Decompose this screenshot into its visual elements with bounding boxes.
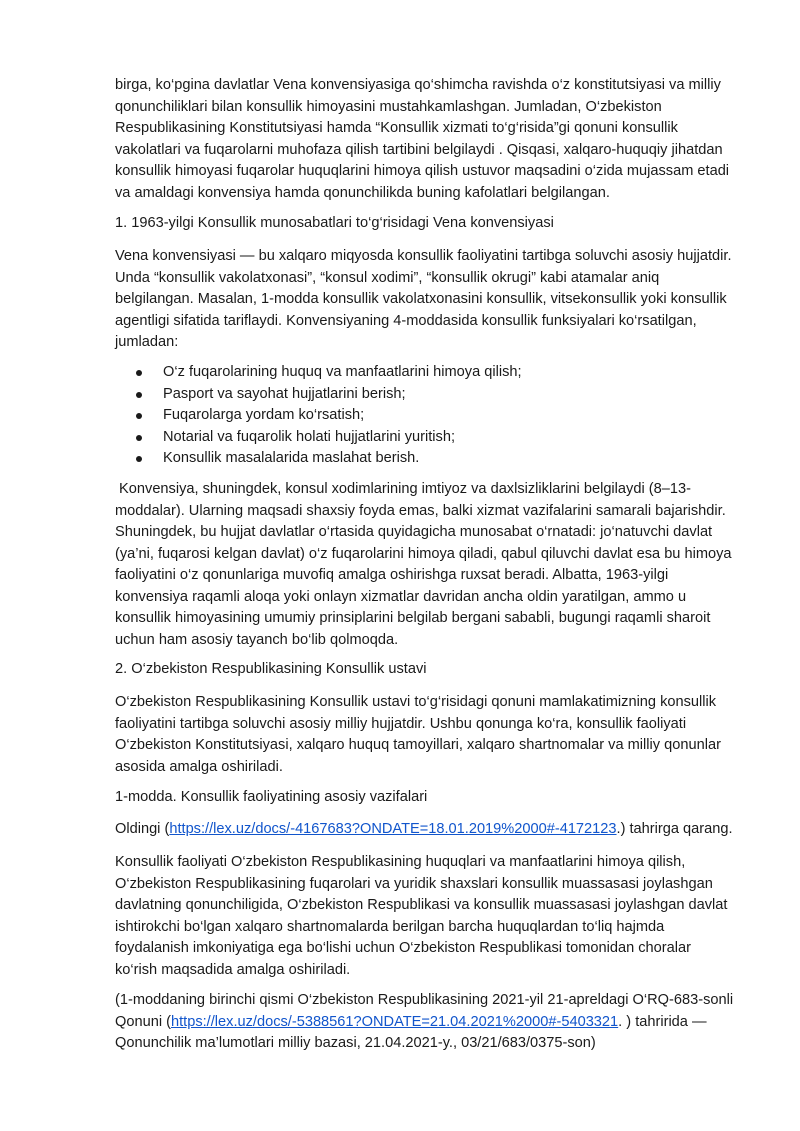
text-line: asosida amalga oshiriladi.	[115, 758, 283, 775]
text-line: Unda “konsullik vakolatxonasi”, “konsul xodimi”, “konsullik okrugi” kabi atamalar aniq	[115, 269, 660, 286]
text-line: konsullik himoyasi fuqarolar huquqlarini himoya qilish ustuvor maqsadini o‘zida mujassam etadi	[115, 163, 730, 179]
list-item	[115, 405, 745, 427]
section-heading-consular-statute	[115, 659, 745, 681]
list-item-text: O‘z fuqarolarining huquq va manfaatlarini himoya qilish;	[163, 364, 522, 380]
bullet-icon	[136, 456, 142, 462]
list-item	[115, 427, 745, 449]
text-line: konsullik himoyasining umumiy prinsiplarini belgilab bergani sababli, bugungi raqamli sharoit	[115, 610, 711, 626]
text-line	[115, 1012, 745, 1034]
text-line: agentligi sifatida tariflaydi. Konvensiyaning 4-moddasida konsullik funksiyalari ko‘rsatilgan,	[115, 312, 697, 329]
text-line: Shuningdek, bu hujjat davlatlar o‘rtasida quyidagicha munosabat o‘rnatadi: jo‘natuvchi davlat	[115, 524, 713, 540]
list-item	[115, 362, 745, 384]
text-fragment: .) tahrirga qarang.	[616, 821, 733, 837]
bullet-icon	[136, 370, 142, 376]
text-line: birga, ko‘pgina davlatlar Vena konvensiyasiga qo‘shimcha ravishda o‘z konstitutsiyasi va milliy	[115, 77, 721, 93]
heading-text: 1-modda. Konsullik faoliyatining asosiy vazifalari	[115, 789, 428, 805]
section-heading-vienna	[115, 213, 745, 235]
heading-text: 2. O‘zbekiston Respublikasining Konsullik ustavi	[115, 661, 427, 677]
bullet-icon	[136, 392, 142, 398]
text-line: (ya’ni, fuqarosi kelgan davlat) o‘z fuqarolarini himoya qiladi, qabul qiluvchi davlat esa bu himoya	[115, 545, 732, 562]
previous-edition-line	[115, 819, 745, 841]
text-fragment: Qonuni (	[115, 1013, 171, 1030]
text-line: Konsullik faoliyati O‘zbekiston Respublikasining huquqlari va manfaatlarini himoya qilish,	[115, 854, 686, 870]
amendment-note-paragraph	[115, 990, 745, 1055]
text-line: O‘zbekiston Respublikasining Konsullik ustavi to‘g‘risidagi qonuni mamlakatimizning konsullik	[115, 694, 717, 710]
privileges-paragraph	[115, 479, 745, 651]
list-item-text: Notarial va fuqarolik holati hujjatlarini yuritish;	[163, 428, 456, 445]
text-line: foydalanish imkoniyatiga ega bo‘lishi uchun O‘zbekiston Respublikasi tomonidan choralar	[115, 940, 691, 956]
text-line: Respublikasining Konstitutsiyasi hamda “Konsullik xizmati to‘g‘risida”gi qonuni konsullik	[115, 120, 678, 136]
text-line: ishtirokchi bo‘lgan xalqaro shartnomalarda berilgan barcha huquqlardan to‘liq hajmda	[115, 918, 665, 935]
list-item-text: Fuqarolarga yordam ko‘rsatish;	[163, 407, 365, 423]
article-heading	[115, 787, 745, 809]
list-item-text: Pasport va sayohat hujjatlarini berish;	[163, 385, 406, 402]
text-line: (1-moddaning birinchi qismi O‘zbekiston Respublikasining 2021-yil 21-apreldagi O‘RQ-683-sonli	[115, 992, 734, 1008]
text-line: faoliyatini o‘z qonunlariga muvofiq amalga oshirishga ruxsat beradi. Albatta, 1963-yilgi	[115, 567, 669, 583]
text-line: qonunchiliklari bilan konsullik himoyasini mustahkamlashgan. Jumladan, O‘zbekiston	[115, 98, 662, 115]
text-line: ko‘rish maqsadida amalga oshiriladi.	[115, 961, 351, 978]
text-line: O‘zbekiston Respublikasining fuqarolari va yuridik shaxslari konsullik muassasasi joylashgan	[115, 875, 713, 892]
vienna-paragraph	[115, 246, 745, 354]
intro-paragraph	[115, 75, 745, 204]
previous-edition-link[interactable]: https://lex.uz/docs/-4167683?ONDATE=18.01.2019%2000#-4172123	[169, 821, 617, 837]
text-line: jumladan:	[115, 334, 179, 350]
article-body-paragraph	[115, 852, 745, 981]
consular-functions-list	[115, 362, 745, 470]
statute-paragraph	[115, 692, 745, 778]
text-fragment: Oldingi (	[115, 821, 170, 837]
text-line: vakolatlari va fuqarolarni muhofaza qilish tartibini belgilaydi . Qisqasi, xalqaro-huquqiy jihatdan	[115, 141, 723, 158]
text-line: belgilangan. Masalan, 1-modda konsullik vakolatxonasini konsullik, vitsekonsullik yoki konsullik	[115, 291, 727, 307]
text-fragment: . ) tahririda —	[618, 1013, 707, 1030]
list-item	[115, 384, 745, 406]
text-line: Vena konvensiyasi — bu xalqaro miqyosda konsullik faoliyatini tartibga soluvchi asosiy hujjatdir.	[115, 248, 732, 264]
text-line: faoliyatini tartibga soluvchi asosiy milliy hujjatdir. Ushbu qonunga ko‘ra, konsullik faoliyati	[115, 715, 687, 732]
amendment-link[interactable]: https://lex.uz/docs/-5388561?ONDATE=21.04.2021%2000#-5403321	[170, 1013, 619, 1030]
text-line: uchun ham asosiy tayanch bo‘lib qolmoqda.	[115, 631, 399, 648]
text-line: Qonunchilik ma’lumotlari milliy bazasi, 21.04.2021-y., 03/21/683/0375-son)	[115, 1035, 596, 1051]
text-line: konvensiya raqamli aloqa yoki onlayn xizmatlar davridan ancha oldin yaratilgan, ammo u	[115, 588, 687, 605]
bullet-icon	[136, 413, 142, 419]
text-line: O‘zbekiston Konstitutsiyasi, xalqaro huquq tamoyillari, xalqaro shartnomalar va milliy qonunlar	[115, 737, 721, 753]
text-line	[115, 819, 745, 841]
text-line: va amaldagi konvensiya hamda qonunchilikda buning kafolatlari belgilangan.	[115, 184, 610, 201]
bullet-icon	[136, 435, 142, 441]
text-line: davlatning qonunchiligida, O‘zbekiston Respublikasi va konsullik muassasasi joylashgan davlat	[115, 897, 728, 913]
list-item-text: Konsullik masalalarida maslahat berish.	[163, 450, 420, 466]
heading-text: 1. 1963-yilgi Konsullik munosabatlari to‘g‘risidagi Vena konvensiyasi	[115, 215, 554, 231]
text-line: moddalar). Ularning maqsadi shaxsiy foyda emas, balki xizmat vazifalarini samarali bajarishdir.	[115, 502, 726, 519]
text-line: Konvensiya, shuningdek, konsul xodimlarining imtiyoz va daxlsizliklarini belgilaydi (8–13-	[115, 481, 691, 497]
list-item	[115, 448, 745, 470]
